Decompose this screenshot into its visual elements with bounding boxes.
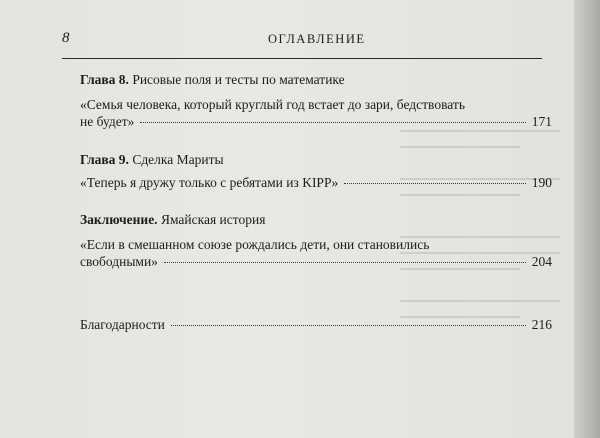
leader-row [80,253,552,270]
subtitle-line-2: не будет» [80,114,135,129]
page-ref: 216 [531,317,552,332]
page-number: 8 [62,30,70,46]
toc-entry-chapter-8-heading [80,72,345,88]
page-ref: 190 [531,175,552,190]
chapter-title: Ямайская история [160,212,266,227]
subtitle-line-1: «Если в смешанном союзе рождались дети, они становились [80,237,430,252]
header-rule [62,58,542,59]
toc-entry-acknowledgments [80,316,552,333]
toc-entry-chapter-9-subtitle [80,174,552,191]
toc-entry-chapter-8-subtitle [80,96,552,130]
leader-row [80,316,552,333]
chapter-label: Заключение. [80,212,158,227]
dot-leader [171,325,526,326]
subtitle-line-2: свободными» [80,254,158,269]
chapter-label: Глава 8. [80,72,129,87]
leader-row [80,174,552,191]
leader-row [80,113,552,130]
chapter-title: Рисовые поля и тесты по математике [132,72,345,87]
toc-entry-conclusion-subtitle [80,236,552,270]
subtitle-line-1: «Теперь я дружу только с ребятами из KIPP» [80,175,339,190]
dot-leader [344,183,526,184]
book-spine-shadow [574,0,600,438]
chapter-label: Глава 9. [80,152,129,167]
toc-entry-chapter-9-heading [80,152,224,168]
page-ref: 171 [531,114,552,129]
chapter-title: Сделка Мариты [132,152,224,167]
acknowledgments-title: Благодарности [80,317,165,332]
running-header-title: ОГЛАВЛЕНИЕ [268,32,366,46]
toc-entry-conclusion-heading [80,212,265,228]
subtitle-line-1: «Семья человека, который круглый год встает до зари, бедствовать [80,97,465,112]
dot-leader [140,122,525,123]
dot-leader [164,262,526,263]
page-ref: 204 [531,254,552,269]
